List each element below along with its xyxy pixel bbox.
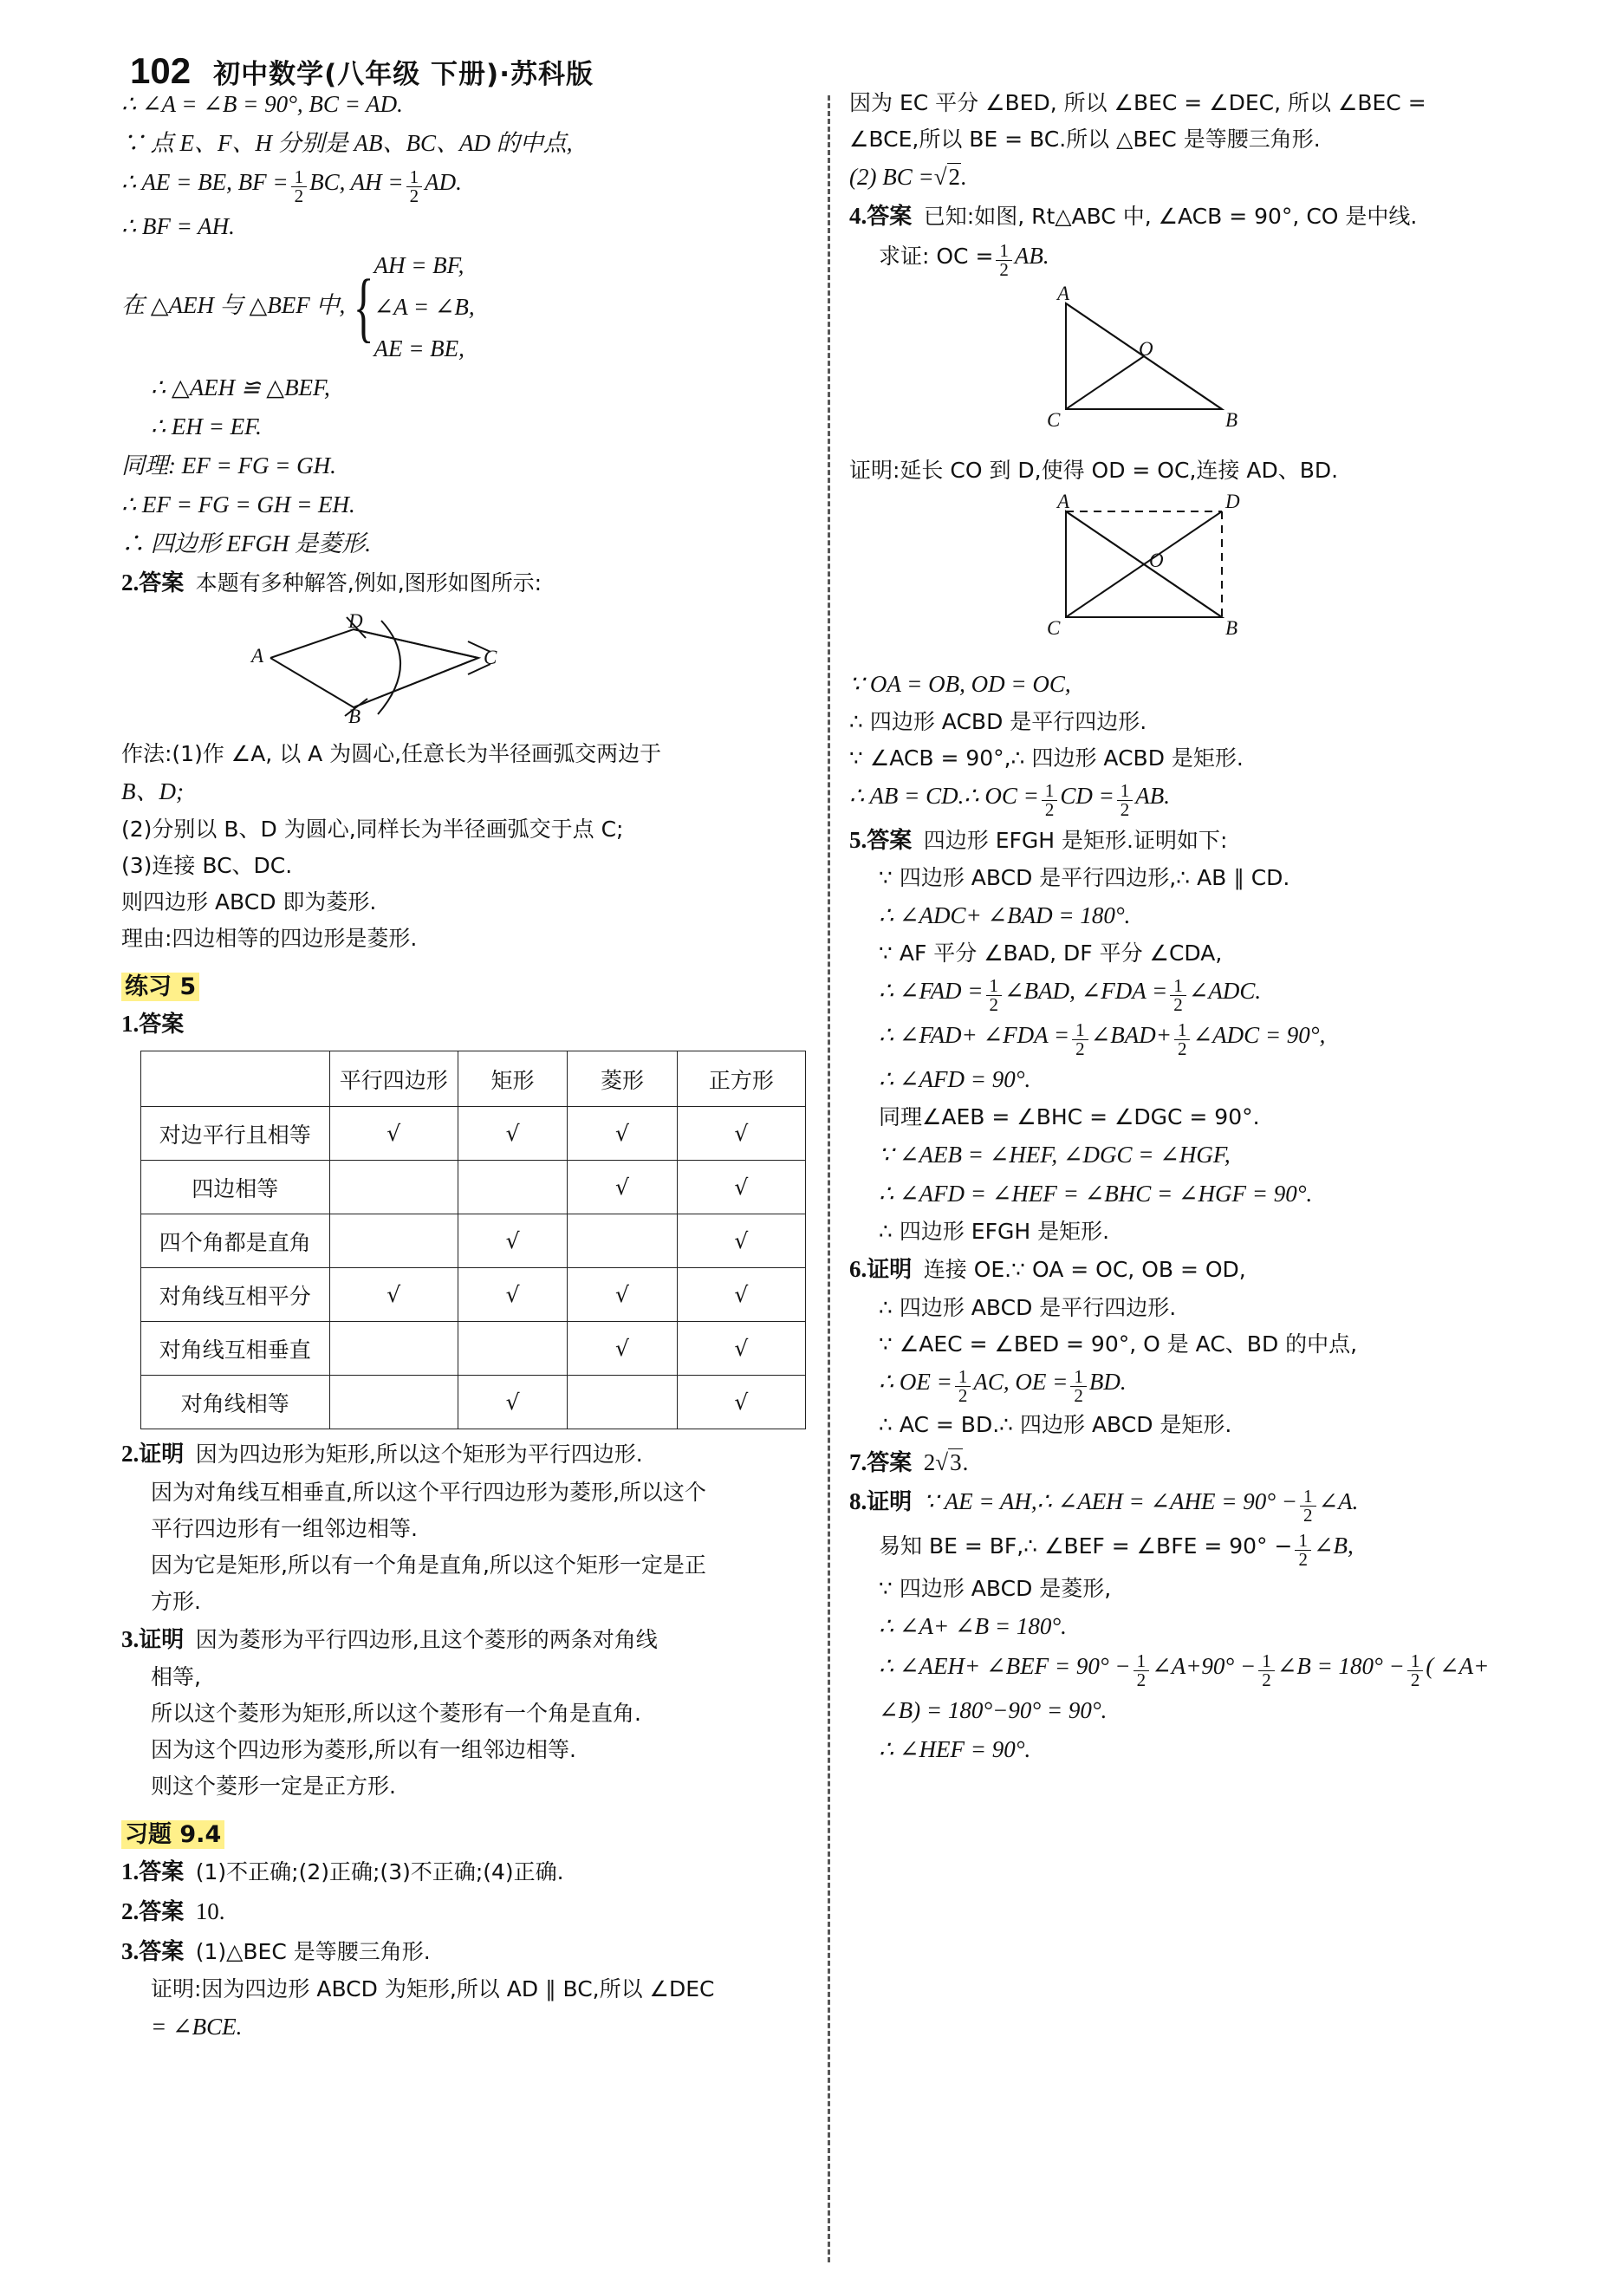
proof-line: 平行四边形有一组邻边相等. bbox=[151, 1515, 418, 1541]
proof-text: ∠B = 180° − bbox=[1276, 1652, 1405, 1679]
section-highlight: 习题 9.4 bbox=[121, 1820, 224, 1849]
proof-line: ∵ 四边形 ABCD 是菱形, bbox=[879, 1576, 1112, 1602]
row-label: 对边平行且相等 bbox=[141, 1107, 330, 1161]
cell-mark: √ bbox=[568, 1268, 677, 1322]
cell-mark bbox=[329, 1322, 458, 1376]
section-title-exercise5 bbox=[121, 967, 806, 1001]
fraction-half: $\frac{1}{2}$ bbox=[955, 1368, 971, 1405]
item-number: 7. bbox=[849, 1448, 867, 1475]
table-header-row bbox=[141, 1051, 806, 1107]
cell-mark: √ bbox=[568, 1107, 677, 1161]
fraction-half: $\frac{1}{2}$ bbox=[1117, 782, 1134, 819]
system-row: AE = BE, bbox=[374, 335, 464, 362]
proof-text: ∠ADC = 90°, bbox=[1192, 1022, 1326, 1049]
proof-line: 因为它是矩形,所以有一个角是直角,所以这个矩形一定是正 bbox=[151, 1552, 706, 1578]
item-lead-answer: 答案 bbox=[139, 1898, 185, 1925]
construction-step: 作法:(1)作 ∠A, 以 A 为圆心,任意长为半径画弧交两边于 bbox=[121, 740, 662, 766]
figure-label-D: D bbox=[1225, 490, 1240, 512]
item4-prove-line bbox=[849, 238, 1569, 279]
proof-text: 易知 BE = BF,∴ ∠BEF = ∠BFE = 90° − bbox=[879, 1533, 1293, 1559]
table-row bbox=[141, 1214, 806, 1268]
proof-text: AD. bbox=[425, 169, 462, 196]
left-column bbox=[121, 87, 806, 2048]
rhombus-construction-figure bbox=[251, 610, 624, 727]
table-col-square: 正方形 bbox=[677, 1051, 805, 1107]
row-label: 对角线相等 bbox=[141, 1376, 330, 1429]
proof-line: ∵ OA = OB, OD = OC, bbox=[849, 670, 1071, 697]
right-triangle-median-figure bbox=[1031, 282, 1291, 444]
cell-mark: √ bbox=[677, 1214, 805, 1268]
exercise94-item-2 bbox=[121, 1894, 806, 1930]
proof-line: ∴ AC = BD.∴ 四边形 ABCD 是矩形. bbox=[879, 1411, 1232, 1437]
cell-mark: √ bbox=[458, 1107, 567, 1161]
cell-mark bbox=[329, 1214, 458, 1268]
fraction-half: $\frac{1}{2}$ bbox=[406, 168, 423, 205]
item-number: 1. bbox=[121, 1858, 140, 1885]
cell-mark bbox=[329, 1376, 458, 1429]
item6-fraction-line bbox=[849, 1364, 1569, 1405]
proof-text: ∴ OE = bbox=[879, 1368, 952, 1395]
column-divider bbox=[828, 95, 830, 2262]
item-lead-proof: 证明 bbox=[867, 1257, 913, 1284]
item-number: 2. bbox=[121, 1441, 140, 1468]
exercise5-item-3 bbox=[121, 1622, 806, 1658]
answer-part-2 bbox=[849, 159, 1569, 195]
cell-mark: √ bbox=[458, 1376, 567, 1429]
item-number: 5. bbox=[849, 826, 867, 853]
table-row bbox=[141, 1161, 806, 1214]
proof-text: ∠B, bbox=[1313, 1533, 1354, 1559]
item-lead-answer: 答案 bbox=[867, 204, 913, 231]
table-col-blank bbox=[141, 1051, 330, 1107]
brace-system bbox=[345, 248, 474, 367]
item-number: 3. bbox=[121, 1625, 140, 1652]
item-lead-answer: 答案 bbox=[139, 1938, 185, 1965]
proof-line: 所以这个菱形为矩形,所以这个菱形有一个角是直角. bbox=[151, 1701, 641, 1727]
proof-text: ∵ AE = AH,∴ ∠AEH = ∠AHE = 90° − bbox=[923, 1488, 1298, 1515]
part-text: (2) BC = bbox=[849, 164, 934, 190]
system-row: AH = BF, bbox=[374, 252, 464, 279]
exercise94-item-3 bbox=[121, 1934, 806, 1970]
rectangle-svg bbox=[1031, 496, 1309, 656]
item-lead-answer: 答案 bbox=[867, 827, 913, 854]
row-label: 对角线互相垂直 bbox=[141, 1322, 330, 1376]
item-text: 四边形 EFGH 是矩形.证明如下: bbox=[923, 827, 1228, 853]
proof-line: ∴ ∠ADC+ ∠BAD = 180°. bbox=[879, 902, 1131, 929]
proof-text: ∴ ∠AEH+ ∠BEF = 90° − bbox=[879, 1652, 1131, 1679]
prove-label: 求证: OC = bbox=[879, 243, 994, 269]
answer-item-2 bbox=[121, 565, 806, 602]
construction-conclusion: 则四边形 ABCD 即为菱形. bbox=[121, 888, 377, 914]
construction-step: (3)连接 BC、DC. bbox=[121, 852, 293, 878]
page-header bbox=[130, 50, 594, 92]
exercise94-item-1 bbox=[121, 1854, 806, 1891]
proof-line: 则这个菱形一定是正方形. bbox=[151, 1774, 396, 1800]
cell-mark: √ bbox=[458, 1268, 567, 1322]
final-text: ∴ AB = CD.∴ OC = bbox=[849, 782, 1039, 809]
proof-line: ∵ ∠AEB = ∠HEF, ∠DGC = ∠HGF, bbox=[879, 1142, 1231, 1168]
proof-text: ∴ AE = BE, BF = bbox=[121, 169, 289, 196]
cell-mark bbox=[458, 1161, 567, 1214]
item-number: 2. bbox=[121, 1897, 140, 1924]
item-text: 因为四边形为矩形,所以这个矩形为平行四边形. bbox=[195, 1442, 643, 1468]
final-text: CD = bbox=[1060, 782, 1114, 809]
prove-text: AB. bbox=[1014, 242, 1049, 269]
proof-text: ∠BAD+ bbox=[1090, 1022, 1172, 1049]
proof-line: 因为这个四边形为菱形,所以有一组邻边相等. bbox=[151, 1737, 576, 1763]
system-row: ∠A = ∠B, bbox=[374, 294, 475, 321]
cell-mark: √ bbox=[568, 1161, 677, 1214]
rectangle-acbd-figure bbox=[1031, 490, 1309, 656]
item-lead-answer: 答案 bbox=[139, 570, 185, 597]
proof-line: 同理: EF = FG = GH. bbox=[121, 452, 336, 479]
figure-label-C: C bbox=[484, 646, 497, 668]
fraction-half: $\frac{1}{2}$ bbox=[291, 168, 308, 205]
final-text: AB. bbox=[1135, 782, 1171, 809]
radicand: 2 bbox=[948, 164, 961, 190]
figure-label-A: A bbox=[251, 644, 264, 667]
item8-long-fraction-line bbox=[849, 1649, 1569, 1689]
fraction-half: $\frac{1}{2}$ bbox=[1258, 1652, 1275, 1689]
proof-line: 方形. bbox=[151, 1588, 201, 1614]
fraction-half: $\frac{1}{2}$ bbox=[1134, 1652, 1150, 1689]
construction-step: B、D; bbox=[121, 778, 184, 804]
quadrilateral-property-table bbox=[140, 1051, 806, 1429]
item-text: 连接 OE.∵ OA = OC, OB = OD, bbox=[923, 1257, 1246, 1283]
proof-line: ∴ EH = EF. bbox=[151, 413, 262, 440]
figure-label-D: D bbox=[348, 609, 363, 632]
item-lead-proof: 证明 bbox=[867, 1489, 913, 1516]
proof-line: ∴ EF = FG = GH = EH. bbox=[121, 491, 355, 518]
row-label: 对角线互相平分 bbox=[141, 1268, 330, 1322]
table-row bbox=[141, 1376, 806, 1429]
proof-text: ∠BAD, ∠FDA = bbox=[1004, 978, 1168, 1005]
item-lead-answer: 答案 bbox=[867, 1449, 913, 1476]
cell-mark: √ bbox=[677, 1107, 805, 1161]
item-lead-answer: 答案 bbox=[139, 1011, 185, 1038]
exercise5-item-2 bbox=[121, 1436, 806, 1473]
proof-line: 因为对角线互相垂直,所以这个平行四边形为菱形,所以这个 bbox=[151, 1479, 706, 1505]
proof-line: ∵ ∠ACB = 90°,∴ 四边形 ACBD 是矩形. bbox=[849, 745, 1244, 771]
figure-label-B: B bbox=[348, 705, 361, 727]
proof-line: ∴ BF = AH. bbox=[121, 213, 235, 240]
item-text: 10. bbox=[195, 1897, 225, 1924]
figure-label-B: B bbox=[1225, 616, 1238, 639]
proof-line: = ∠BCE. bbox=[151, 2014, 243, 2040]
proof-text: ∴ ∠FAD = bbox=[879, 978, 984, 1005]
figure-label-C: C bbox=[1047, 408, 1061, 431]
exercise5-item-1 bbox=[121, 1006, 806, 1043]
proof-line-fraction bbox=[121, 165, 806, 205]
answer-value: . bbox=[962, 1448, 969, 1475]
proof-line: 同理∠AEB = ∠BHC = ∠DGC = 90°. bbox=[879, 1104, 1260, 1130]
proof-line: ∴ 四边形 ACBD 是平行四边形. bbox=[849, 708, 1147, 734]
answer-item-5 bbox=[849, 823, 1569, 859]
proof-line: ∠B) = 180°−90° = 90°. bbox=[879, 1696, 1108, 1723]
left-brace-icon: { bbox=[353, 264, 374, 350]
item-number: 6. bbox=[849, 1256, 867, 1283]
proof-line: ∴ 四边形 EFGH 是矩形. bbox=[879, 1219, 1110, 1245]
radicand: 3 bbox=[950, 1448, 962, 1475]
proof-text: ∠A. bbox=[1318, 1488, 1359, 1515]
proof-line: 证明:因为四边形 ABCD 为矩形,所以 AD ∥ BC,所以 ∠DEC bbox=[151, 1976, 715, 2002]
item-lead-proof: 证明 bbox=[139, 1442, 185, 1468]
row-label: 四边相等 bbox=[141, 1161, 330, 1214]
proof-text: AC, OE = bbox=[973, 1368, 1069, 1395]
proof-line: ∴ ∠A = ∠B = 90°, BC = AD. bbox=[121, 91, 403, 117]
proof-line: ∴ 四边形 ABCD 是平行四边形. bbox=[879, 1294, 1177, 1320]
proof-line: ∴ 四边形 EFGH 是菱形. bbox=[121, 530, 371, 557]
item-text: (1)不正确;(2)正确;(3)不正确;(4)正确. bbox=[195, 1859, 564, 1885]
answer-item-4 bbox=[849, 199, 1569, 235]
cell-mark bbox=[568, 1376, 677, 1429]
proof-line: 相等, bbox=[151, 1664, 201, 1690]
fraction-half: $\frac{1}{2}$ bbox=[1170, 977, 1186, 1014]
item5-fraction-line bbox=[849, 1018, 1569, 1058]
fraction-half: $\frac{1}{2}$ bbox=[1174, 1021, 1191, 1058]
table-row bbox=[141, 1107, 806, 1161]
proof-line: ∴ ∠HEF = 90°. bbox=[879, 1735, 1031, 1762]
item-lead-answer: 答案 bbox=[139, 1859, 185, 1886]
item-text: 本题有多种解答,例如,图形如图所示: bbox=[195, 570, 542, 596]
item-number: 2. bbox=[121, 569, 140, 596]
table-col-rhombus: 菱形 bbox=[568, 1051, 677, 1107]
system-lead: 在 △AEH 与 △BEF 中, bbox=[121, 291, 346, 318]
cell-mark: √ bbox=[329, 1107, 458, 1161]
construction-step: (2)分别以 B、D 为圆心,同样长为半径画弧交于点 C; bbox=[121, 816, 624, 842]
answer-item-6 bbox=[849, 1252, 1569, 1288]
fraction-half: $\frac{1}{2}$ bbox=[1072, 1021, 1088, 1058]
table-col-rectangle: 矩形 bbox=[458, 1051, 567, 1107]
fraction-half: $\frac{1}{2}$ bbox=[1300, 1487, 1316, 1525]
proof-text: ∴ ∠FAD+ ∠FDA = bbox=[879, 1022, 1070, 1049]
figure-label-O: O bbox=[1149, 549, 1164, 571]
cell-mark bbox=[458, 1322, 567, 1376]
item-text: (1)△BEC 是等腰三角形. bbox=[195, 1938, 431, 1964]
proof-text: BD. bbox=[1088, 1368, 1127, 1395]
square-root-symbol: √2 bbox=[933, 164, 961, 190]
figure-label-A: A bbox=[1057, 490, 1070, 512]
cell-mark bbox=[329, 1161, 458, 1214]
continued-proof-line: 因为 EC 平分 ∠BED, 所以 ∠BEC = ∠DEC, 所以 ∠BEC = bbox=[849, 90, 1426, 115]
fraction-half: $\frac{1}{2}$ bbox=[1070, 1368, 1087, 1405]
section-title-exercise94 bbox=[121, 1815, 806, 1849]
proof-line: ∵ ∠AEC = ∠BED = 90°, O 是 AC、BD 的中点, bbox=[879, 1331, 1358, 1357]
item-number: 8. bbox=[849, 1488, 867, 1515]
fraction-half: $\frac{1}{2}$ bbox=[1407, 1652, 1424, 1689]
cell-mark: √ bbox=[458, 1214, 567, 1268]
answer-value: 2 bbox=[923, 1448, 936, 1475]
item5-fraction-line bbox=[849, 973, 1569, 1014]
table-row bbox=[141, 1268, 806, 1322]
fraction-half: $\frac{1}{2}$ bbox=[996, 242, 1012, 279]
item8-fraction-line bbox=[849, 1528, 1569, 1569]
proof-line: ∵ 四边形 ABCD 是平行四边形,∴ AB ∥ CD. bbox=[879, 865, 1290, 891]
section-highlight: 练习 5 bbox=[121, 973, 199, 1001]
item-text: 因为菱形为平行四边形,且这个菱形的两条对角线 bbox=[195, 1626, 658, 1652]
proof-text: ( ∠A+ bbox=[1426, 1652, 1490, 1679]
proof-text: ∠ADC. bbox=[1188, 978, 1262, 1005]
cell-mark: √ bbox=[568, 1322, 677, 1376]
proof-line: ∴ ∠AFD = ∠HEF = ∠BHC = ∠HGF = 90°. bbox=[879, 1181, 1313, 1207]
answer-item-8 bbox=[849, 1484, 1569, 1525]
proof-line: ∵ AF 平分 ∠BAD, DF 平分 ∠CDA, bbox=[879, 940, 1223, 967]
figure-label-A: A bbox=[1057, 282, 1070, 304]
fraction-half: $\frac{1}{2}$ bbox=[1042, 782, 1058, 819]
fraction-half: $\frac{1}{2}$ bbox=[1295, 1532, 1311, 1569]
item4-construct-line: 证明:延长 CO 到 D,使得 OD = OC,连接 AD、BD. bbox=[849, 457, 1339, 483]
answer-item-7 bbox=[849, 1445, 1569, 1481]
row-label: 四个角都是直角 bbox=[141, 1214, 330, 1268]
triangle-svg bbox=[1031, 288, 1291, 444]
figure-label-B: B bbox=[1225, 408, 1238, 431]
continued-proof-line: ∠BCE,所以 BE = BC.所以 △BEC 是等腰三角形. bbox=[849, 127, 1321, 152]
figure-label-C: C bbox=[1047, 616, 1061, 639]
page-number: 102 bbox=[130, 50, 192, 91]
cell-mark: √ bbox=[677, 1268, 805, 1322]
proof-text: ∠A+90° − bbox=[1152, 1652, 1257, 1679]
item-number: 3. bbox=[121, 1937, 140, 1964]
cell-mark: √ bbox=[677, 1376, 805, 1429]
book-title: 初中数学(八年级 下册)·苏科版 bbox=[213, 59, 594, 90]
item-number: 4. bbox=[849, 203, 867, 230]
part-text: . bbox=[961, 164, 967, 190]
table-col-parallelogram: 平行四边形 bbox=[329, 1051, 458, 1107]
cell-mark: √ bbox=[677, 1322, 805, 1376]
fraction-half: $\frac{1}{2}$ bbox=[986, 977, 1003, 1014]
proof-line: ∴ ∠A+ ∠B = 180°. bbox=[879, 1613, 1067, 1640]
construction-reason: 理由:四边相等的四边形是菱形. bbox=[121, 925, 418, 951]
proof-text: BC, AH = bbox=[309, 169, 404, 196]
cell-mark bbox=[568, 1214, 677, 1268]
proof-line: ∵ 点 E、F、H 分别是 AB、BC、AD 的中点, bbox=[121, 130, 573, 157]
table-row bbox=[141, 1322, 806, 1376]
congruence-system bbox=[121, 248, 806, 367]
cell-mark: √ bbox=[677, 1161, 805, 1214]
square-root-symbol: √3 bbox=[935, 1448, 962, 1475]
item4-final-line bbox=[849, 778, 1569, 819]
proof-line: ∴ ∠AFD = 90°. bbox=[879, 1066, 1031, 1093]
rhombus-svg bbox=[251, 610, 624, 727]
proof-line: ∴ △AEH ≌ △BEF, bbox=[151, 374, 330, 401]
right-column bbox=[849, 87, 1569, 1771]
cell-mark: √ bbox=[329, 1268, 458, 1322]
item-number: 1. bbox=[121, 1010, 140, 1037]
figure-label-O: O bbox=[1139, 337, 1153, 360]
item-lead-proof: 证明 bbox=[139, 1626, 185, 1653]
item-given: 已知:如图, Rt△ABC 中, ∠ACB = 90°, CO 是中线. bbox=[923, 204, 1418, 230]
